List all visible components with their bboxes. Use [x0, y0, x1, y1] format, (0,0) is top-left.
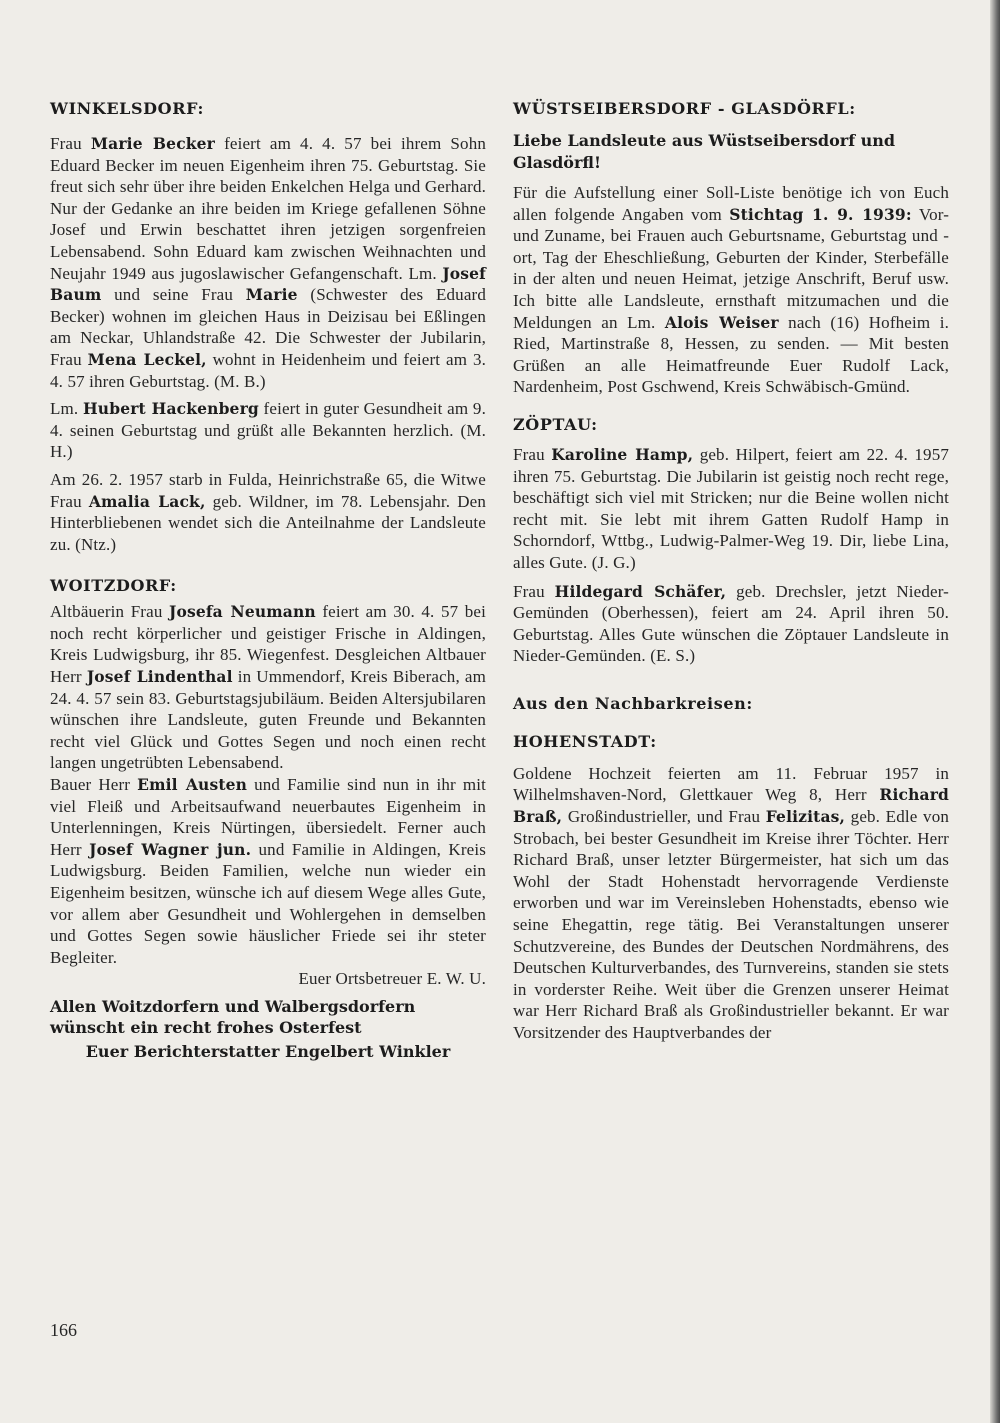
bold-name: Richard Braß,	[513, 785, 949, 827]
text-run: wohnt in Heidenheim und feiert am 3. 4. 57 ihren Geburtstag. (M. B.)	[50, 349, 486, 391]
heading-hohenstadt: HOHENSTADT:	[513, 731, 657, 751]
bold-name: Stichtag 1. 9. 1939:	[729, 204, 912, 224]
paragraph	[50, 601, 486, 774]
heading-zoeptau: ZÖPTAU:	[513, 414, 598, 434]
text-run: geb. Edle von Strobach, bei bester Gesundheit im Kreise ihrer Töchter. Herr Richard Braß, unser letzter Bürgermeister, hat sich um das Wohl der Stadt Hohenstadt hervorragende Verdienste erworben und war im Vereinsleben Hohenstadts, ebenso wie seine Ehegattin, rege tätig. Bei Veranstaltungen unserer Schutzvereine, des Bundes der Deutschen Nordmährens, des Deutschen Kulturverbandes, des Turnvereins, standen sie stets in vorderster Reihe. Weit über die Grenzen unserer Heimat war Herr Richard Braß als Großindustrieller bekannt. Er war Vorsitzender des Hauptverbandes der	[513, 807, 949, 1042]
text-run: Für die Aufstellung einer Soll-Liste benötige ich von Euch allen folgende Angaben vom	[513, 183, 949, 224]
heading-woitzdorf: WOITZDORF:	[50, 576, 177, 596]
bold-name: Felizitas,	[765, 807, 846, 827]
left-column	[50, 98, 486, 1063]
text-run: und seine Frau	[101, 285, 246, 305]
signoff: Euer Ortsbetreuer E. W. U.	[298, 969, 486, 989]
paragraph	[513, 444, 949, 574]
text-run: Vor- und Zuname, bei Frauen auch Geburtsname, Geburtstag und -ort, Tag der Eheschließung, Geburten der Kinder, Sterbefälle in der alten und neuen Heimat, jetzige Anschrift, Beruf usw. Ich bitte alle Landsleute, ernsthaft mitzumachen und die Meldungen an Lm.	[513, 204, 950, 332]
text-run: Lm.	[50, 399, 83, 419]
heading-winkelsdorf: WINKELSDORF:	[50, 99, 204, 118]
text-run: Frau	[513, 444, 552, 464]
easter-greeting: Allen Woitzdorfern und Walbergsdorfern wünscht ein recht frohes Osterfest	[50, 996, 416, 1038]
bold-name: Alois Weiser	[664, 312, 779, 332]
bold-name: Hildegard Schäfer,	[554, 581, 727, 601]
bold-name: Amalia Lack,	[88, 491, 206, 511]
text-run: und Familie in Aldingen, Kreis Ludwigsburg. Beiden Familien, welche nun wieder ein Eigenheim besitzen, wünsche ich auf diesem Wege alles Gute, vor allem aber Gesundheit und Wohlergehen in demselben und Gottes Segen sowie häuslicher Friede sei ihr steter Begleiter.	[50, 839, 486, 967]
right-column	[513, 98, 949, 1044]
text-run: geb. Wildner, im 78. Lebensjahr. Den Hinterbliebenen wendet sich die Anteilnahme der Landsleute zu. (Ntz.)	[50, 491, 486, 554]
text-run: und Familie sind nun in ihr mit viel Fleiß und Arbeitsaufwand neuerbautes Eigenheim in Unterlenningen, Kreis Nürtingen, übersiedelt. Ferner auch Herr	[50, 775, 486, 859]
text-run: geb. Drechsler, jetzt Nieder-Gemünden (Oberhessen), feiert am 24. April ihren 50. Geburtstag. Alles Gute wünschen die Zöptauer Landsleute in Nieder-Gemünden. (E. S.)	[513, 581, 949, 666]
text-run: nach (16) Hofheim i. Ried, Martinstraße 8, Hessen, zu senden. — Mit besten Grüßen an alle Heimatfreunde Euer Rudolf Lack, Nardenheim, Post Gschwend, Kreis Schwäbisch-Gmünd.	[513, 312, 949, 397]
text-run: geb. Hilpert, feiert am 22. 4. 1957 ihren 75. Geburtstag. Die Jubilarin ist geistig noch recht rege, beschäftigt sich viel mit Stricken; nur die Beine wollen nicht recht mit. Sie lebt mit ihrem Gatten Rudolf Hamp in Schorndorf, Wttbg., Ludwig-Palmer-Weg 19. Dir, liebe Lina, alles Gute. (J. G.)	[513, 444, 949, 572]
text-run: in Ummendorf, Kreis Biberach, am 24. 4. 57 sein 83. Geburtstagsjubiläum. Beiden Altersjubilaren wünschen ihre Landsleute, guten Freunde und Bekannten recht viel Glück und Gottes Segen und noch einen recht langen ungetrübten Lebensabend.	[50, 667, 486, 773]
bold-name: Hubert Hackenberg	[83, 399, 259, 419]
heading-nachbarkreise: Aus den Nachbarkreisen:	[513, 693, 753, 713]
paragraph	[50, 774, 486, 968]
bold-name: Emil Austen	[137, 775, 248, 795]
text-run: Am 26. 2. 1957 starb in Fulda, Heinrichstraße 65, die Witwe Frau	[50, 469, 486, 511]
bold-name: Josefa Neumann	[168, 602, 316, 622]
bold-name: Karoline Hamp,	[551, 444, 694, 464]
bold-name: Josef Baum	[50, 263, 486, 305]
bold-name: Josef Lindenthal	[86, 667, 233, 687]
paragraph	[513, 581, 949, 667]
paragraph	[513, 182, 949, 398]
heading-wuestseibersdorf: WÜSTSEIBERSDORF - GLASDÖRFL:	[513, 99, 856, 118]
page-edge-shadow	[990, 0, 1000, 1423]
paragraph	[50, 469, 486, 555]
text-run: feiert in guter Gesundheit am 9. 4. seinen Geburtstag und grüßt alle Bekannten herzlich. (M. H.)	[50, 399, 486, 462]
text-run: Frau	[50, 134, 91, 153]
text-run: Altbäuerin Frau	[50, 602, 169, 622]
text-run: feiert am 30. 4. 57 bei noch recht körperlicher und geistiger Frische in Aldingen, Kreis Ludwigsburg, ihr 85. Wiegenfest. Desgleichen Altbauer Herr	[50, 602, 486, 687]
text-run: feiert am 4. 4. 57 bei ihrem Sohn Eduard Becker im neuen Eigenheim ihren 75. Geburtstag. Sie freut sich sehr über ihre beiden Enkelchen Helga und Gerhard. Nur der Gedanke an ihre beiden im Kriege gefallenen Söhne Josef und Erwin beschattet ihren jetzigen sorgenfreien Lebensabend. Sohn Eduard kam zwischen Weihnachten und Neujahr 1949 aus jugoslawischer Gefangenschaft. Lm.	[50, 134, 486, 283]
bold-name: Marie Becker	[90, 134, 215, 153]
text-run: Frau	[513, 581, 555, 601]
bold-name: Marie	[245, 285, 298, 305]
paragraph	[513, 763, 949, 1044]
text-run: (Schwester des Eduard Becker) wohnen im gleichen Haus in Deizisau bei Eßlingen am Neckar, Uhlandstraße 42. Die Schwester der Jubilarin, Frau	[50, 285, 486, 369]
text-run: Großindustrieller, und Frau	[562, 807, 766, 827]
paragraph	[50, 133, 486, 392]
bold-name: Mena Leckel,	[87, 349, 207, 369]
text-run: Goldene Hochzeit feierten am 11. Februar 1957 in Wilhelmshaven-Nord, Glettkauer Weg 8, Herr	[513, 763, 949, 805]
text-run: Bauer Herr	[50, 775, 138, 795]
bold-name: Josef Wagner jun.	[89, 839, 252, 859]
reporter-signature: Euer Berichterstatter Engelbert Winkler	[85, 1041, 451, 1061]
page-number: 166	[50, 1320, 77, 1340]
paragraph	[50, 398, 486, 463]
intro-line: Liebe Landsleute aus Wüstseibersdorf und Glasdörfl!	[513, 131, 896, 172]
